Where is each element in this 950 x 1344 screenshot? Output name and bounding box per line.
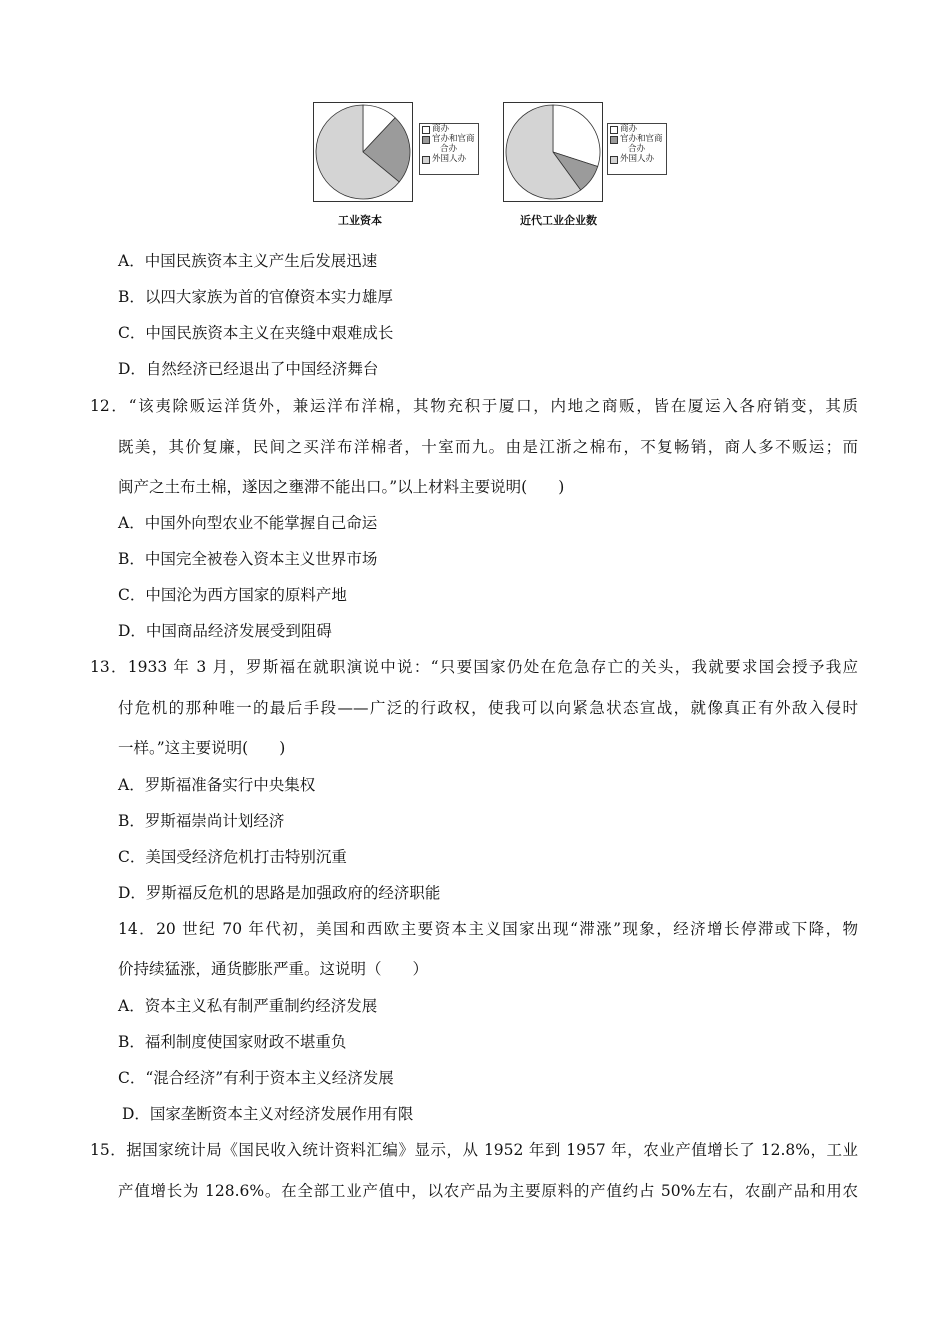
- q15-stem-line2: 产值增长为 128.6%。在全部工业产值中，以农产品为主要原料的产值约占 50%左右，农副产品和用农: [118, 1182, 858, 1200]
- q13-stem-line1: 13．1933 年 3 月，罗斯福在就职演说中说：“只要国家仍处在危急存亡的关头，我就要求国会授予我应: [90, 658, 858, 676]
- q11-option-c: C．中国民族资本主义在夹缝中艰难成长: [118, 324, 394, 342]
- q11-option-a: A．中国民族资本主义产生后发展迅速: [118, 252, 378, 270]
- pie-figure-industrial-capital: [313, 102, 413, 202]
- q13-option-b: B．罗斯福崇尚计划经济: [118, 812, 285, 830]
- q13-stem-line2: 付危机的那种唯一的最后手段——广泛的行政权，使我可以向紧急状态宣战，就像真正有外敌入侵时: [118, 699, 858, 717]
- pie-chart-industrial-capital: [313, 102, 413, 202]
- legend-item-official: 官办和官商 合办: [420, 134, 478, 154]
- q11-option-b: B．以四大家族为首的官僚资本实力雄厚: [118, 288, 393, 306]
- q13-option-a: A．罗斯福准备实行中央集权: [118, 776, 316, 794]
- pie-figure-enterprise-count: [503, 102, 603, 202]
- q14-option-d: D．国家垄断资本主义对经济发展作用有限: [122, 1105, 414, 1123]
- q14-option-b: B．福利制度使国家财政不堪重负: [118, 1033, 347, 1051]
- q12-stem-line1: 12．“该夷除贩运洋货外，兼运洋布洋棉，其物充积于厦口，内地之商贩，皆在厦运入各府销变，其质: [90, 397, 858, 415]
- chart-caption-industrial-capital: 工业资本: [338, 214, 382, 227]
- chart-caption-enterprise-count: 近代工业企业数: [520, 214, 597, 227]
- pie-chart-enterprise-count: [503, 102, 603, 202]
- legend-industrial-capital: [419, 123, 479, 175]
- q14-option-a: A．资本主义私有制严重制约经济发展: [118, 997, 378, 1015]
- q15-stem-line1: 15．据国家统计局《国民收入统计资料汇编》显示，从 1952 年到 1957 年，农业产值增长了 12.8%，工业: [90, 1141, 858, 1159]
- q13-stem-line3: 一样。”这主要说明( ): [118, 739, 286, 757]
- legend-item-foreign: 外国人办: [420, 154, 478, 164]
- q12-option-c: C．中国沦为西方国家的原料产地: [118, 586, 347, 604]
- q14-option-c: C．“混合经济”有利于资本主义经济发展: [118, 1069, 394, 1087]
- q13-option-d: D．罗斯福反危机的思路是加强政府的经济职能: [118, 884, 441, 902]
- q12-option-a: A．中国外向型农业不能掌握自己命运: [118, 514, 378, 532]
- q14-stem-line2: 价持续猛涨，通货膨胀严重。这说明（ ）: [118, 960, 429, 978]
- legend-item-official: 官办和官商 合办: [608, 134, 666, 154]
- legend-enterprise-count: [607, 123, 667, 175]
- q14-stem-line1: 14．20 世纪 70 年代初，美国和西欧主要资本主义国家出现“滞涨”现象，经济增长停滞或下降，物: [118, 920, 858, 938]
- legend-item-foreign: 外国人办: [608, 154, 666, 164]
- legend-item-commercial: 商办: [420, 124, 478, 134]
- q12-stem-line3: 闽产之土布土棉，遂因之壅滞不能出口。”以上材料主要说明( ): [118, 478, 565, 496]
- q12-option-b: B．中国完全被卷入资本主义世界市场: [118, 550, 378, 568]
- legend-item-commercial: 商办: [608, 124, 666, 134]
- q11-option-d: D．自然经济已经退出了中国经济舞台: [118, 360, 379, 378]
- q12-option-d: D．中国商品经济发展受到阻碍: [118, 622, 332, 640]
- q12-stem-line2: 既美，其价复廉，民间之买洋布洋棉者，十室而九。由是江浙之棉布，不复畅销，商人多不贩运；而: [118, 438, 858, 456]
- q13-option-c: C．美国受经济危机打击特别沉重: [118, 848, 347, 866]
